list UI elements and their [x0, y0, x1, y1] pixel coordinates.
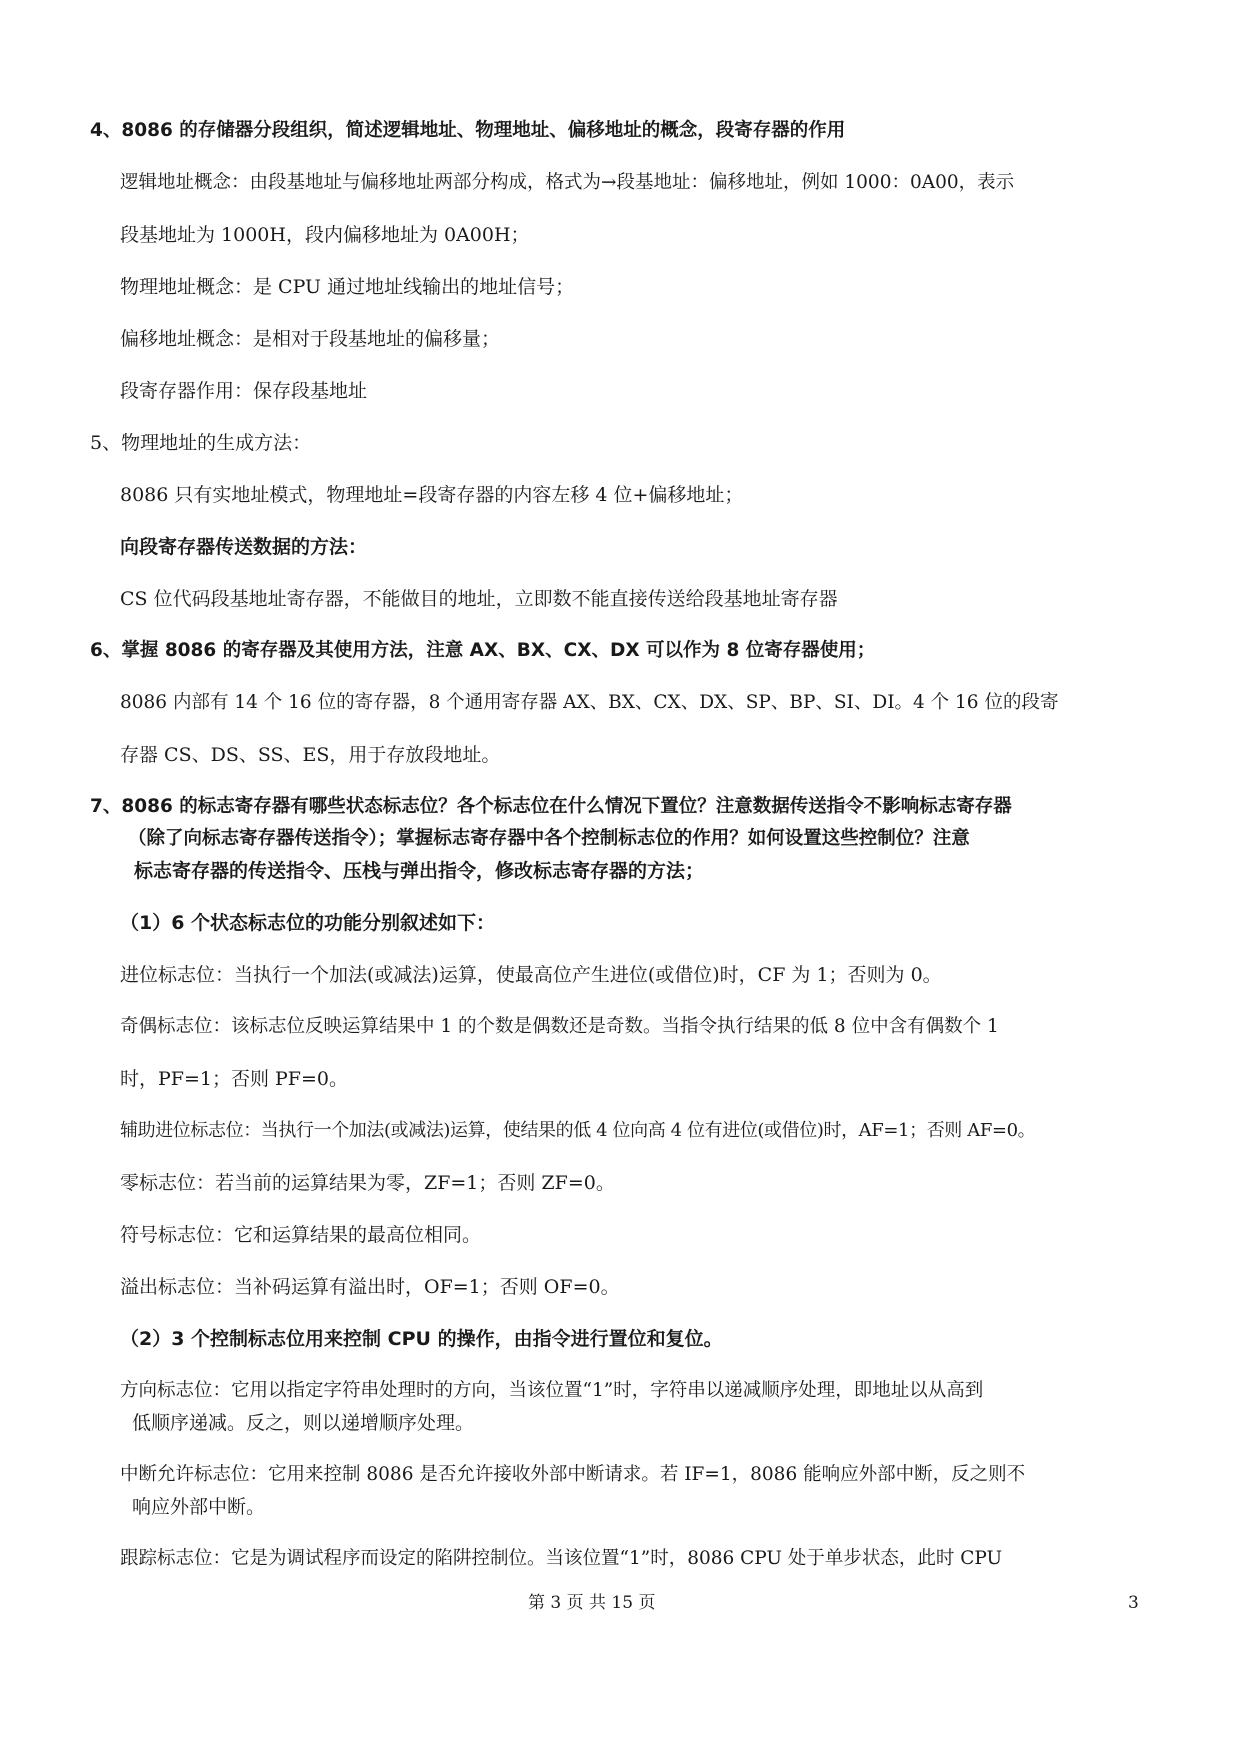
paragraph-line: 跟踪标志位：它是为调试程序而设定的陷阱控制位。当该位置“1”时，8086 CPU 处于单步状态，此时 CPU: [120, 1548, 1003, 1569]
paragraph-line: 段基地址为 1000H，段内偏移地址为 0A00H；: [120, 224, 530, 246]
paragraph-line: 进位标志位：当执行一个加法(或减法)运算，使最高位产生进位(或借位)时，CF 为 1；否则为 0。: [120, 964, 942, 986]
paragraph-line: 溢出标志位：当补码运算有溢出时，OF=1；否则 OF=0。: [120, 1276, 620, 1298]
paragraph-line: 符号标志位：它和运算结果的最高位相同。: [120, 1224, 482, 1246]
paragraph-line: 物理地址概念：是 CPU 通过地址线输出的地址信号；: [120, 276, 575, 298]
page-footer-label: 第 3 页 共 15 页: [528, 1593, 656, 1613]
heading-7-continued: （除了向标志寄存器传送指令）；掌握标志寄存器中各个控制标志位的作用？如何设置这些控制位？注意: [128, 828, 970, 849]
paragraph-line: CS 位代码段基地址寄存器，不能做目的地址，立即数不能直接传送给段基地址寄存器: [120, 588, 838, 610]
heading-7-continued: 标志寄存器的传送指令、压栈与弹出指令，修改标志寄存器的方法；: [134, 860, 705, 882]
subheading: （2）3 个控制标志位用来控制 CPU 的操作，由指令进行置位和复位。: [120, 1328, 723, 1350]
paragraph-line: 偏移地址概念：是相对于段基地址的偏移量；: [120, 328, 501, 350]
paragraph-line: 低顺序递减。反之，则以递增顺序处理。: [132, 1412, 475, 1434]
paragraph-line: 段寄存器作用：保存段基地址: [120, 380, 368, 402]
heading-7: 7、8086 的标志寄存器有哪些状态标志位？各个标志位在什么情况下置位？注意数据传送指令不影响标志寄存器: [90, 796, 1012, 817]
paragraph-line: 逻辑地址概念：由段基地址与偏移地址两部分构成，格式为→段基地址：偏移地址，例如 1000：0A00，表示: [120, 172, 1015, 193]
subheading: 向段寄存器传送数据的方法：: [120, 536, 368, 558]
subheading: （1）6 个状态标志位的功能分别叙述如下：: [120, 912, 496, 934]
heading-5: 5、物理地址的生成方法：: [90, 432, 312, 454]
heading-4: 4、8086 的存储器分段组织，简述逻辑地址、物理地址、偏移地址的概念，段寄存器的作用: [90, 120, 846, 141]
paragraph-line: 时，PF=1；否则 PF=0。: [120, 1068, 348, 1090]
paragraph-line: 零标志位：若当前的运算结果为零，ZF=1；否则 ZF=0。: [120, 1172, 615, 1194]
page-number: 3: [1128, 1593, 1139, 1613]
paragraph-line: 响应外部中断。: [132, 1496, 266, 1518]
paragraph-line: 方向标志位：它用以指定字符串处理时的方向，当该位置“1”时，字符串以递减顺序处理，即地址以从高到: [120, 1380, 984, 1401]
paragraph-line: 奇偶标志位：该标志位反映运算结果中 1 的个数是偶数还是奇数。当指令执行结果的低 8 位中含有偶数个 1: [120, 1016, 999, 1037]
paragraph-line: 8086 内部有 14 个 16 位的寄存器，8 个通用寄存器 AX、BX、CX、DX、SP、BP、SI、DI。4 个 16 位的段寄: [120, 692, 1059, 713]
paragraph-line: 存器 CS、DS、SS、ES，用于存放段地址。: [120, 744, 501, 766]
heading-6: 6、掌握 8086 的寄存器及其使用方法，注意 AX、BX、CX、DX 可以作为 8 位寄存器使用；: [90, 640, 876, 661]
paragraph-line: 辅助进位标志位：当执行一个加法(或减法)运算，使结果的低 4 位向高 4 位有进位(或借位)时，AF=1；否则 AF=0。: [120, 1120, 1036, 1141]
paragraph-line: 中断允许标志位：它用来控制 8086 是否允许接收外部中断请求。若 IF=1，8086 能响应外部中断，反之则不: [120, 1464, 1026, 1485]
paragraph-line: 8086 只有实地址模式，物理地址=段寄存器的内容左移 4 位+偏移地址；: [120, 484, 744, 506]
